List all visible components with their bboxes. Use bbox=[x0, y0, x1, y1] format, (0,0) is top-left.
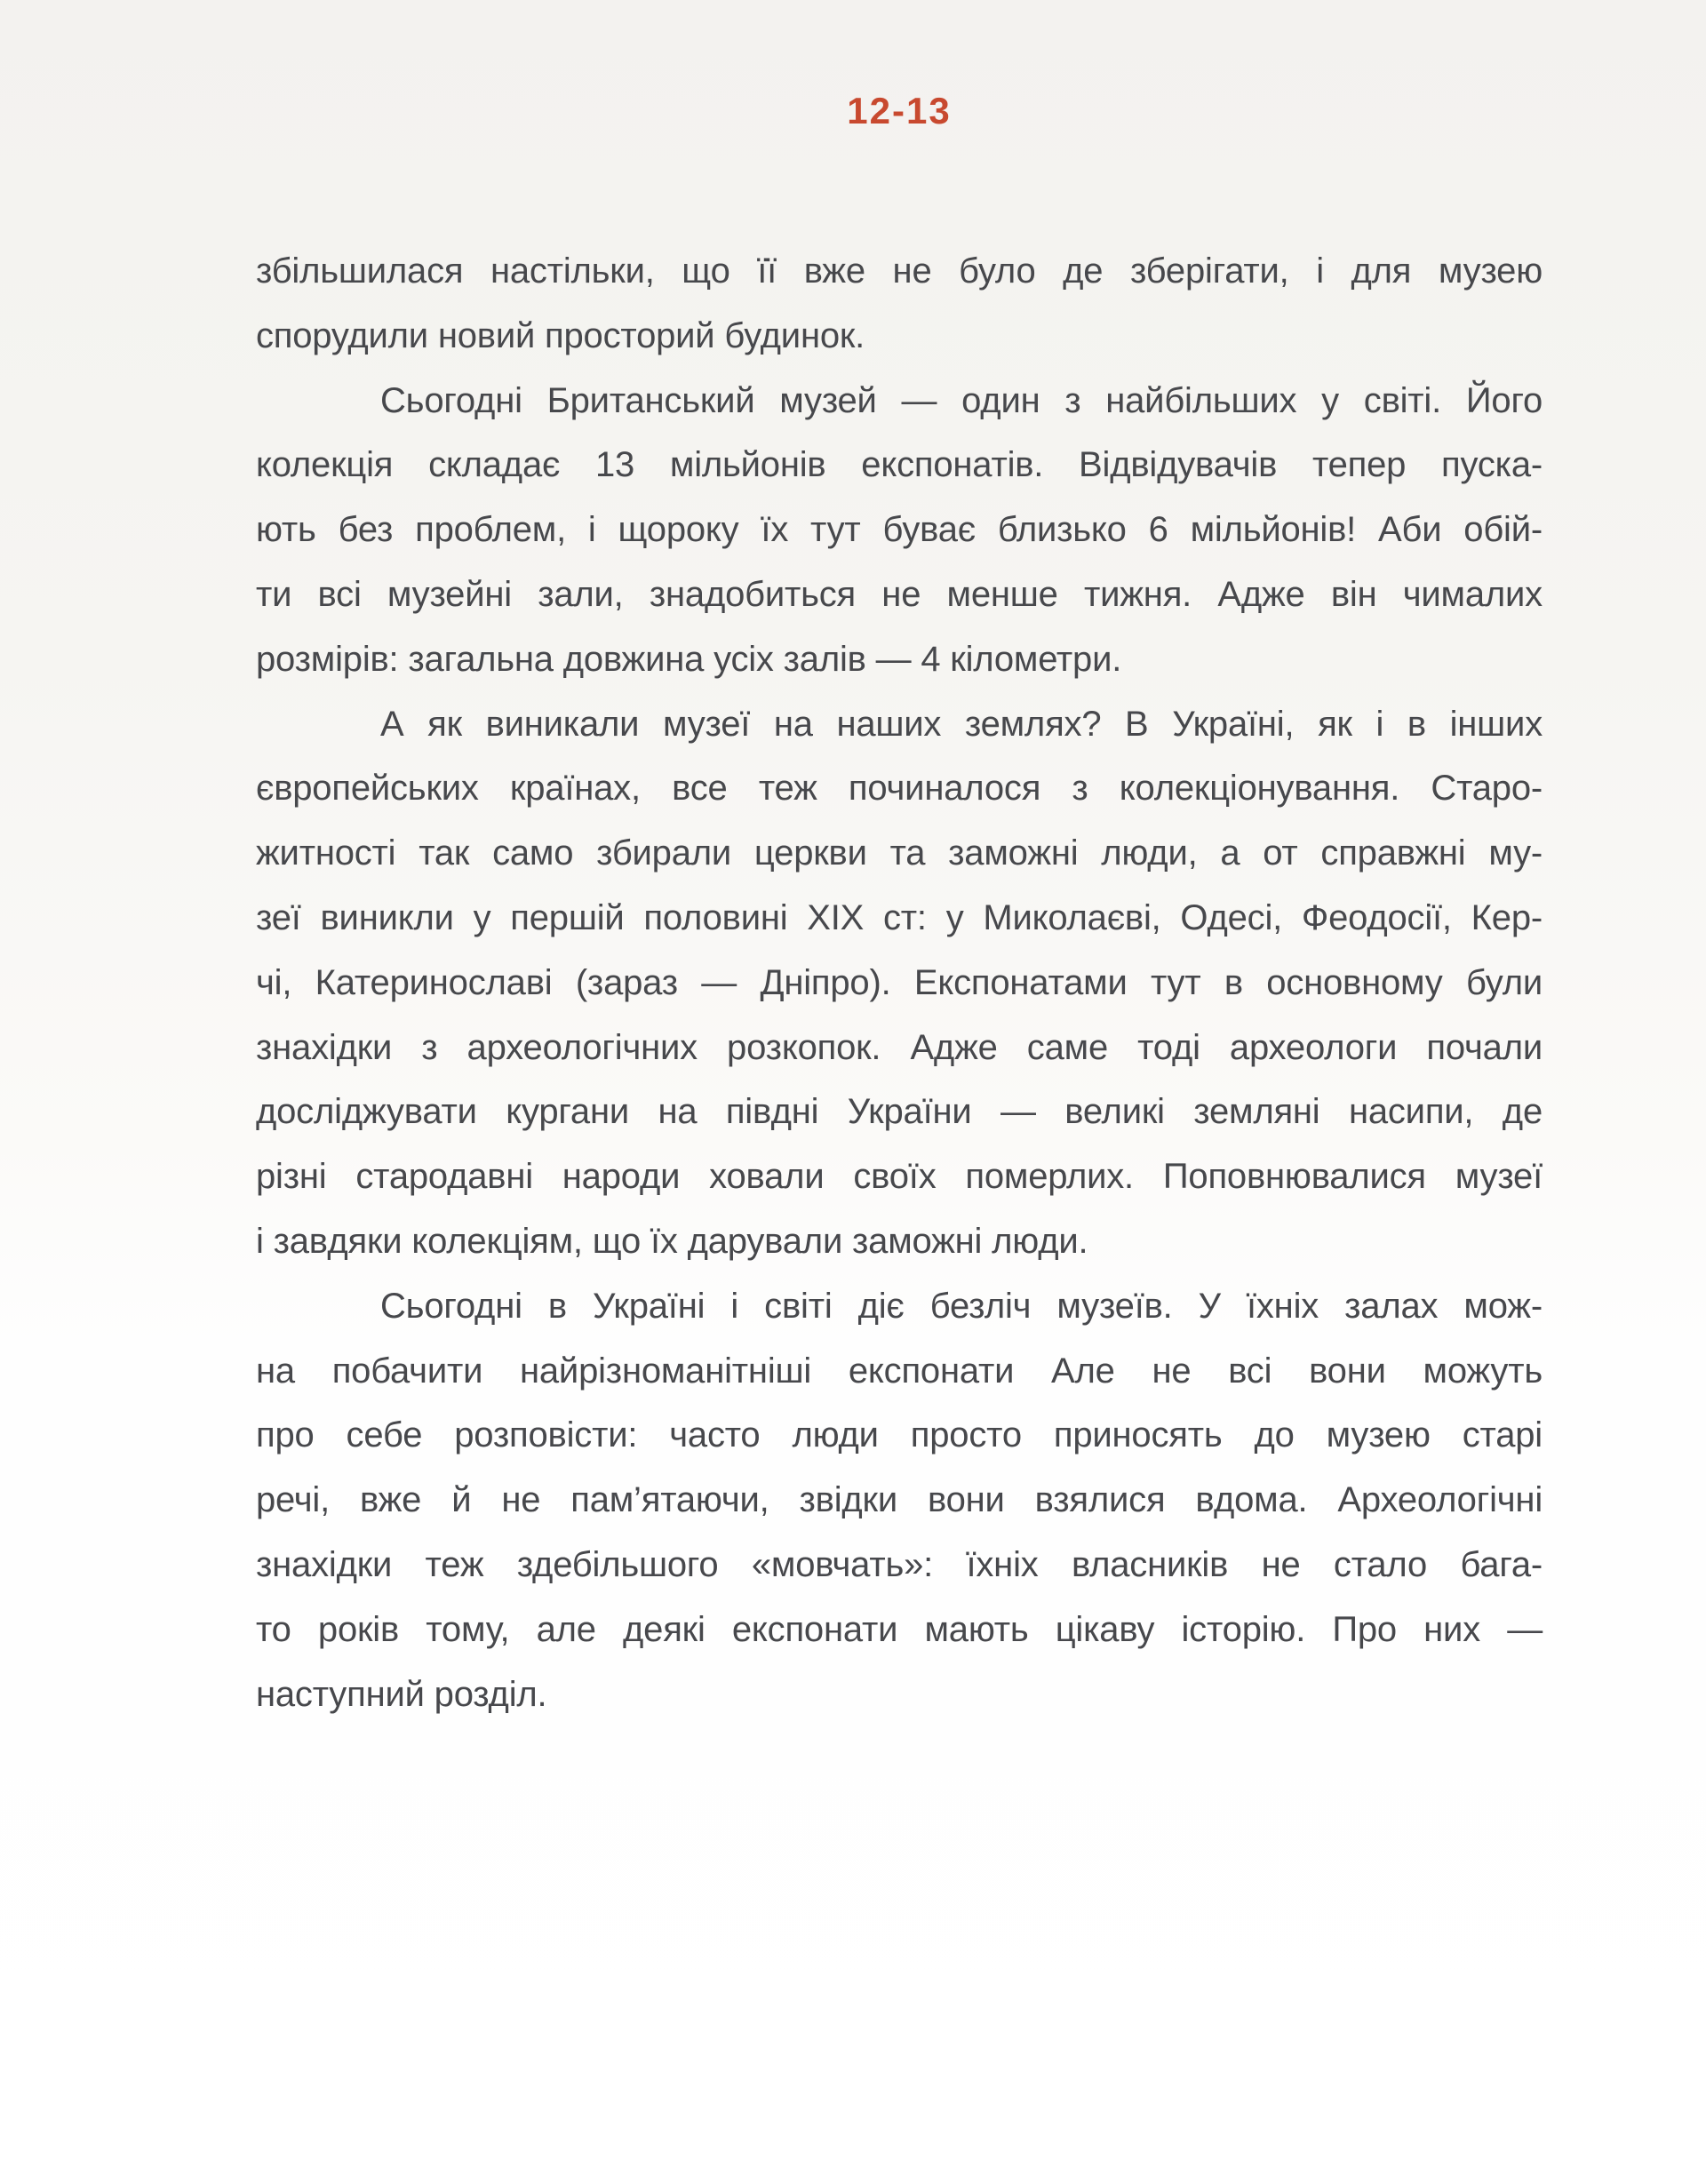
paragraph bbox=[256, 369, 1543, 692]
paragraph bbox=[256, 239, 1543, 369]
text-line: ють без проблем, і щороку їх тут буває близько 6 мільйонів! Аби обій- bbox=[256, 510, 1543, 550]
text-line: на побачити найрізноманітніші експонати Але не всі вони можуть bbox=[256, 1351, 1543, 1391]
text-line: то років тому, але деякі експонати мають цікаву історію. Про них — bbox=[256, 1609, 1543, 1649]
text-line: речі, вже й не пам’ятаючи, звідки вони взялися вдома. Археологічні bbox=[256, 1480, 1543, 1520]
text-line: знахідки з археологічних розкопок. Адже саме тоді археологи почали bbox=[256, 1027, 1543, 1067]
text-line: житності так само збирали церкви та заможні люди, а от справжні му- bbox=[256, 833, 1543, 873]
text-line: європейських країнах, все теж починалося з колекціонування. Старо- bbox=[256, 769, 1543, 809]
text-line: спорудили новий просторий будинок. bbox=[256, 315, 865, 355]
text-line: і завдяки колекціям, що їх дарували заможні люди. bbox=[256, 1221, 1088, 1261]
paragraph bbox=[256, 1274, 1543, 1727]
text-line: розмірів: загальна довжина усіх залів — 4 кілометри. bbox=[256, 639, 1122, 679]
text-line: А як виникали музеї на наших землях? В Україні, як і в інших bbox=[380, 704, 1543, 744]
text-line: Сьогодні Британський музей — один з найбільших у світі. Його bbox=[380, 380, 1543, 420]
text-line: збільшилася настільки, що її вже не було де зберігати, і для музею bbox=[256, 251, 1543, 291]
text-block bbox=[256, 239, 1543, 1726]
text-line: про себе розповісти: часто люди просто приносять до музею старі bbox=[256, 1415, 1543, 1455]
paragraph bbox=[256, 692, 1543, 1274]
text-line: ти всі музейні зали, знадобиться не менше тижня. Адже він чималих bbox=[256, 574, 1543, 614]
text-line: колекція складає 13 мільйонів експонатів. Відвідувачів тепер пуска- bbox=[256, 445, 1543, 485]
text-line: чі, Катеринославі (зараз — Дніпро). Експонатами тут в основному були bbox=[256, 962, 1543, 1002]
text-line: наступний розділ. bbox=[256, 1674, 547, 1714]
text-line: зеї виникли у першій половині XIX ст: у Миколаєві, Одесі, Феодосії, Кер- bbox=[256, 897, 1543, 937]
text-line: Сьогодні в Україні і світі діє безліч музеїв. У їхніх залах мож- bbox=[380, 1286, 1543, 1326]
page-number: 12-13 bbox=[847, 90, 952, 132]
text-line: різні стародавні народи ховали своїх померлих. Поповнювалися музеї bbox=[256, 1157, 1543, 1197]
text-line: знахідки теж здебільшого «мовчать»: їхніх власників не стало бага- bbox=[256, 1544, 1543, 1584]
text-line: досліджувати кургани на півдні України — великі земляні насипи, де bbox=[256, 1092, 1543, 1132]
